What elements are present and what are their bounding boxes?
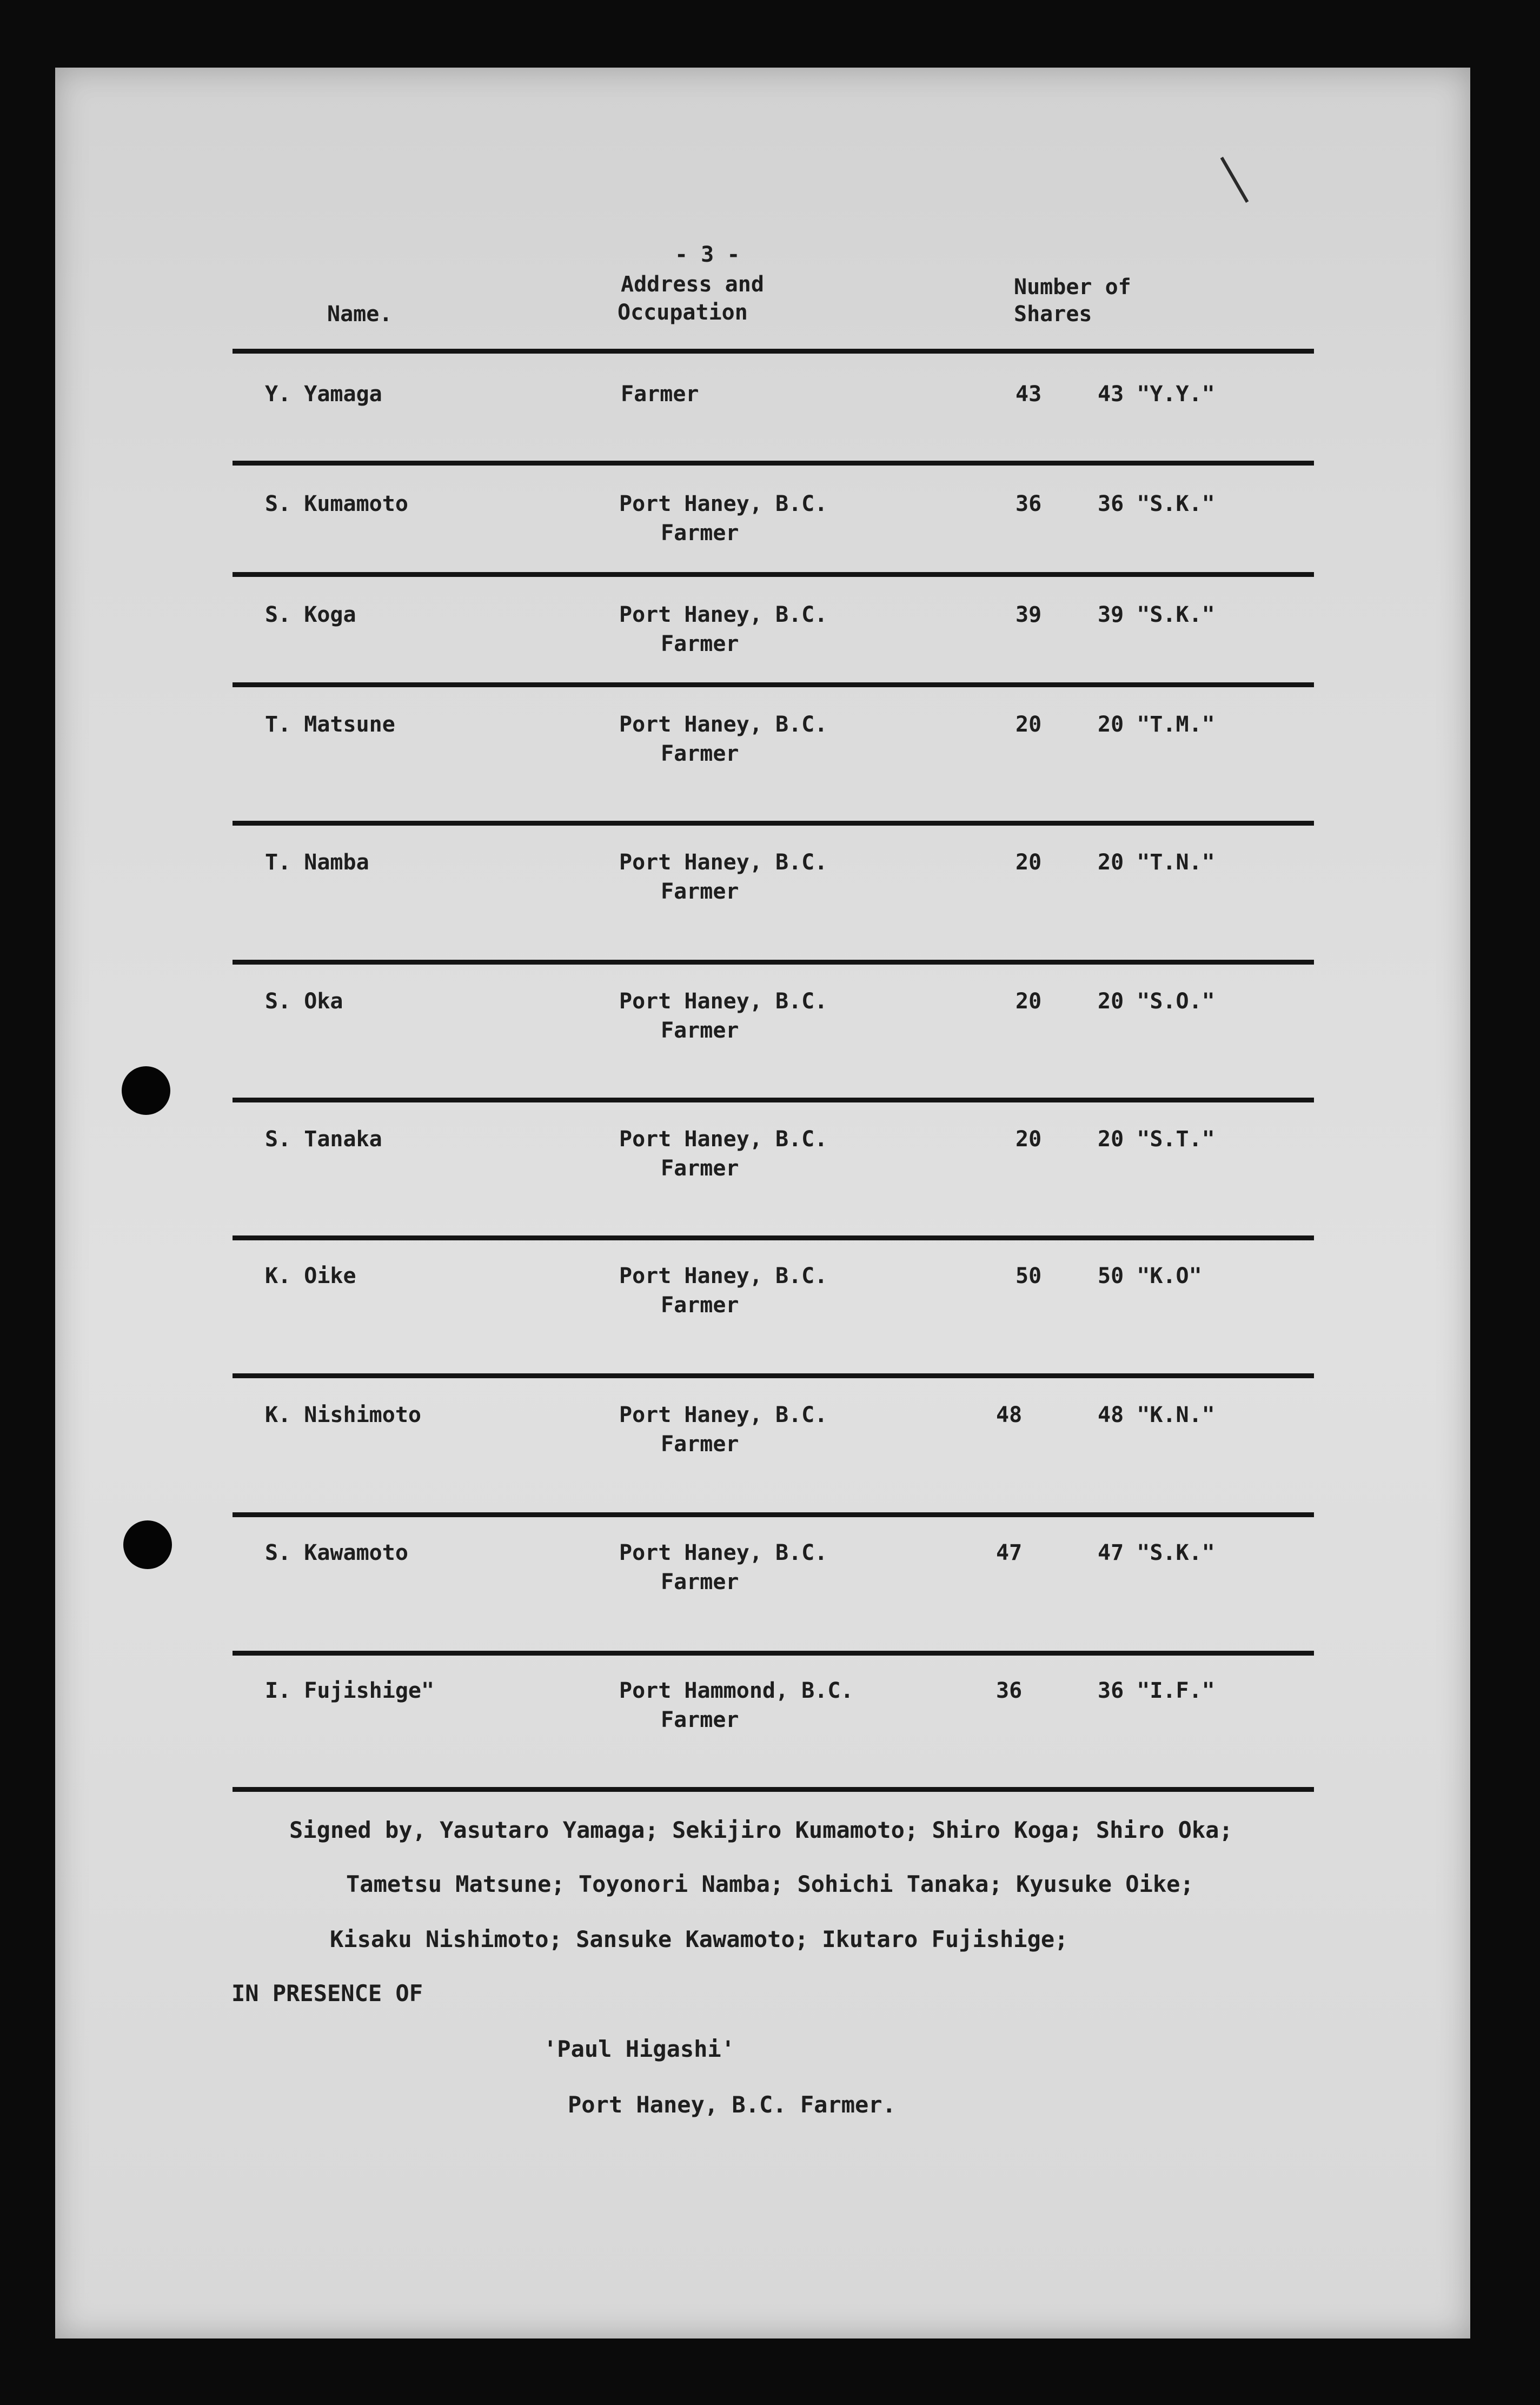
witness-name: 'Paul Higashi' <box>543 2036 735 2062</box>
share-initials: 20 "T.M." <box>1098 712 1215 737</box>
address: Port Hammond, B.C. <box>619 1678 854 1703</box>
page-number: - 3 - <box>675 242 740 267</box>
occupation: Farmer <box>661 879 739 904</box>
table-rule <box>233 1373 1314 1378</box>
header-name: Name. <box>327 302 393 327</box>
witness-detail: Port Haney, B.C. Farmer. <box>568 2091 896 2118</box>
share-count: 20 <box>1015 712 1042 737</box>
shareholder-name: T. Namba <box>265 850 369 875</box>
share-initials: 20 "S.T." <box>1098 1127 1215 1152</box>
shareholder-name: K. Nishimoto <box>265 1403 421 1427</box>
occupation: Farmer <box>661 632 739 656</box>
share-count: 47 <box>996 1540 1023 1565</box>
share-initials: 43 "Y.Y." <box>1098 382 1215 407</box>
address: Port Haney, B.C. <box>619 491 828 516</box>
table-rule <box>233 960 1314 965</box>
address: Port Haney, B.C. <box>619 712 828 737</box>
table-rule <box>233 1235 1314 1240</box>
shareholder-name: S. Tanaka <box>265 1127 382 1152</box>
address: Port Haney, B.C. <box>619 1403 828 1427</box>
share-count: 20 <box>1015 989 1042 1014</box>
signed-line2: Tametsu Matsune; Toyonori Namba; Sohichi Tanaka; Kyusuke Oike; <box>346 1871 1194 1897</box>
address: Port Haney, B.C. <box>619 1127 828 1152</box>
share-count: 50 <box>1015 1264 1042 1288</box>
signed-line3: Kisaku Nishimoto; Sansuke Kawamoto; Ikutaro Fujishige; <box>330 1926 1068 1952</box>
share-initials: 47 "S.K." <box>1098 1540 1215 1565</box>
share-count: 20 <box>1015 1127 1042 1152</box>
occupation: Farmer <box>661 1156 739 1181</box>
table-rule <box>233 461 1314 466</box>
address: Port Haney, B.C. <box>619 1540 828 1565</box>
shareholder-name: S. Oka <box>265 989 343 1014</box>
shareholder-name: I. Fujishige" <box>265 1678 435 1703</box>
shareholder-name: K. Oike <box>265 1264 356 1288</box>
share-initials: 48 "K.N." <box>1098 1403 1215 1427</box>
table-rule <box>233 1512 1314 1517</box>
share-count: 20 <box>1015 850 1042 875</box>
share-count: 39 <box>1015 602 1042 627</box>
share-initials: 39 "S.K." <box>1098 602 1215 627</box>
occupation: Farmer <box>621 382 699 407</box>
shareholder-name: Y. Yamaga <box>265 382 382 407</box>
punch-hole <box>122 1066 170 1115</box>
table-rule <box>233 1787 1314 1792</box>
shareholder-name: T. Matsune <box>265 712 395 737</box>
header-address-line1: Address and <box>621 272 764 297</box>
address: Port Haney, B.C. <box>619 1264 828 1288</box>
occupation: Farmer <box>661 1570 739 1595</box>
share-initials: 36 "S.K." <box>1098 491 1215 516</box>
table-rule <box>233 682 1314 687</box>
header-address-line2: Occupation <box>618 300 748 325</box>
occupation: Farmer <box>661 1293 739 1318</box>
table-rule <box>233 1098 1314 1102</box>
occupation: Farmer <box>661 1708 739 1732</box>
shareholder-name: S. Kawamoto <box>265 1540 408 1565</box>
share-initials: 36 "I.F." <box>1098 1678 1215 1703</box>
share-count: 36 <box>1015 491 1042 516</box>
header-shares-line1: Number of <box>1014 275 1131 300</box>
punch-hole <box>123 1520 172 1569</box>
header-shares-line2: Shares <box>1014 302 1092 327</box>
share-count: 48 <box>996 1403 1023 1427</box>
share-initials: 50 "K.O" <box>1098 1264 1202 1288</box>
shareholder-name: S. Koga <box>265 602 356 627</box>
signed-line1: Signed by, Yasutaro Yamaga; Sekijiro Kumamoto; Shiro Koga; Shiro Oka; <box>289 1817 1233 1843</box>
table-rule <box>233 1651 1314 1656</box>
presence-label: IN PRESENCE OF <box>231 1980 423 2007</box>
table-rule <box>233 821 1314 826</box>
table-rule <box>233 349 1314 354</box>
share-initials: 20 "T.N." <box>1098 850 1215 875</box>
address: Port Haney, B.C. <box>619 850 828 875</box>
address: Port Haney, B.C. <box>619 602 828 627</box>
shareholder-name: S. Kumamoto <box>265 491 408 516</box>
occupation: Farmer <box>661 521 739 546</box>
occupation: Farmer <box>661 1432 739 1457</box>
share-count: 43 <box>1015 382 1042 407</box>
occupation: Farmer <box>661 1018 739 1043</box>
share-count: 36 <box>996 1678 1023 1703</box>
occupation: Farmer <box>661 741 739 766</box>
table-rule <box>233 572 1314 577</box>
address: Port Haney, B.C. <box>619 989 828 1014</box>
share-initials: 20 "S.O." <box>1098 989 1215 1014</box>
